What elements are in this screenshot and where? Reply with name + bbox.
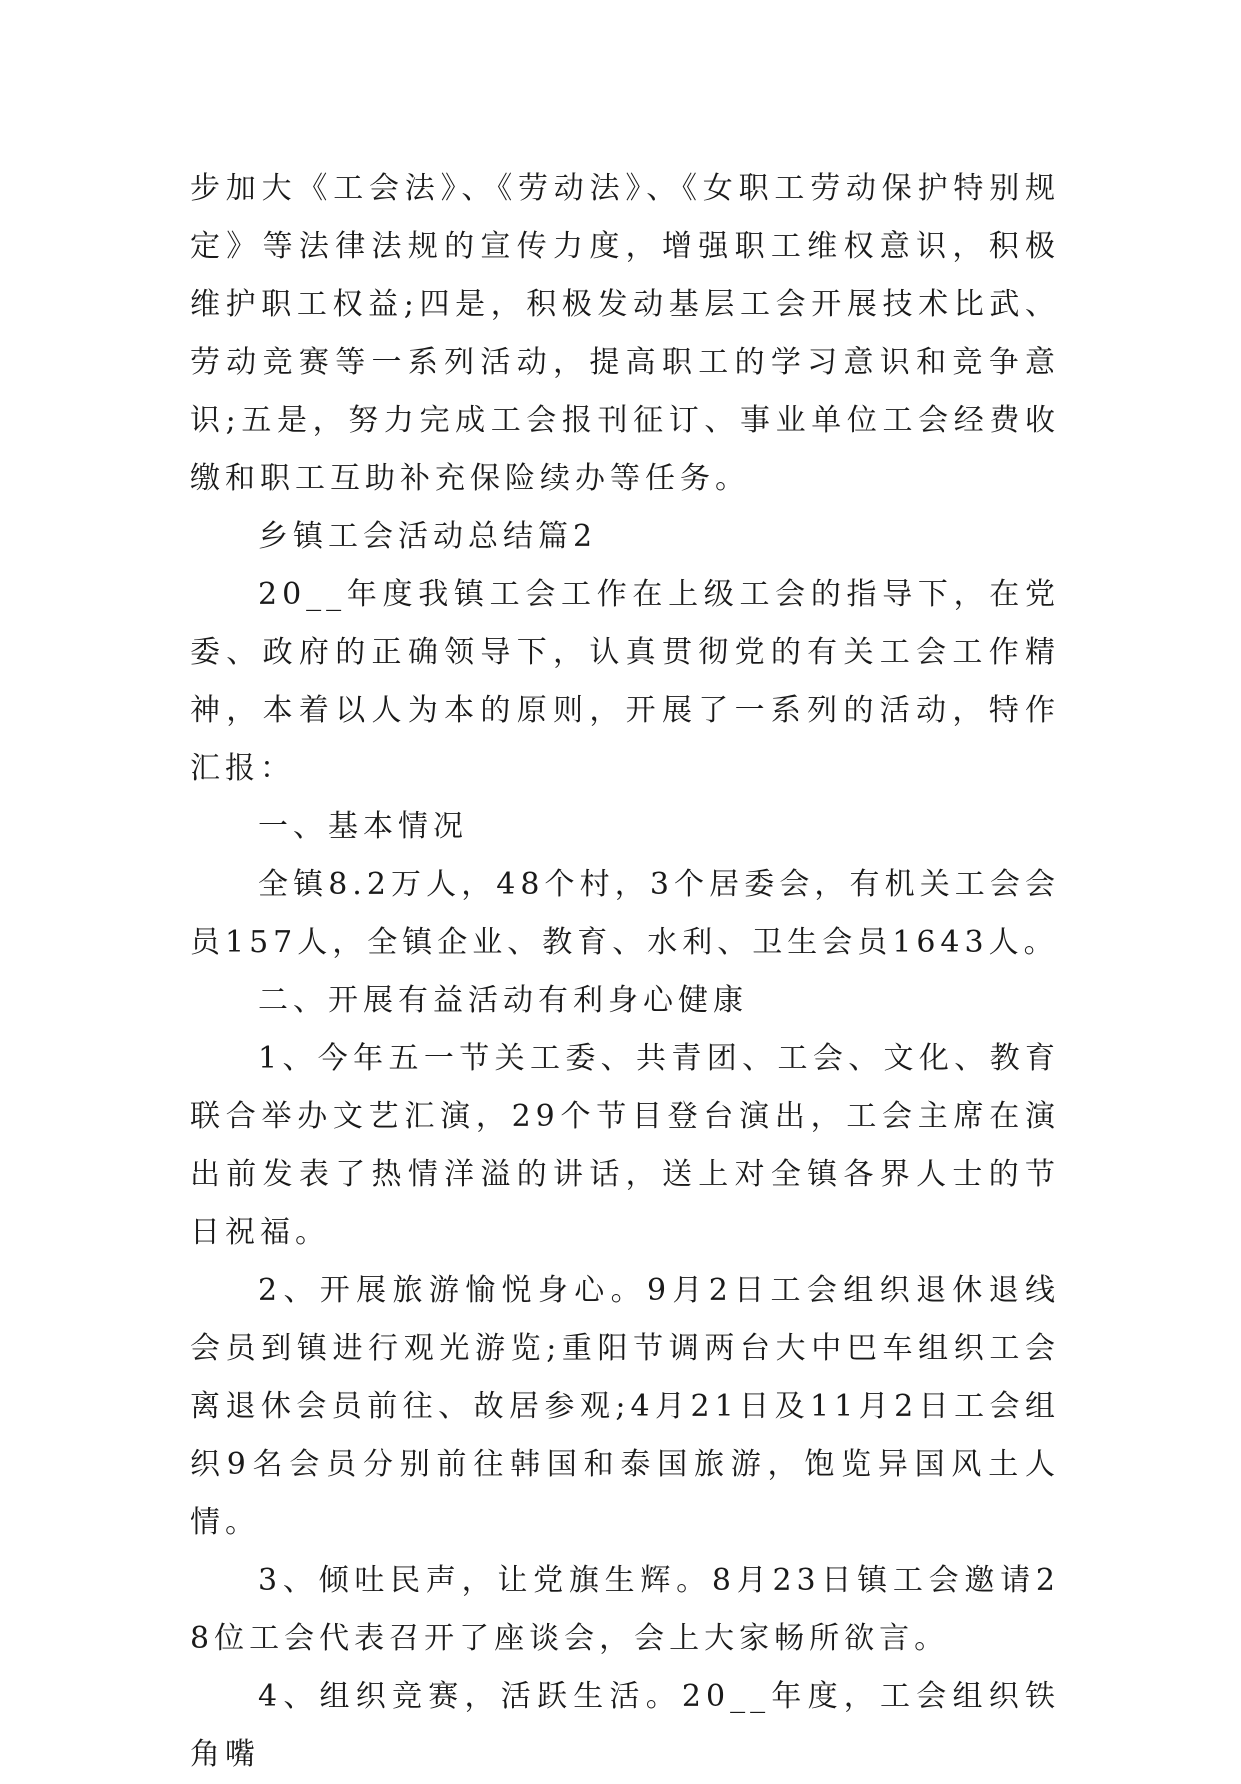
paragraph-basic-situation: 全镇8.2万人，48个村，3个居委会，有机关工会会员157人，全镇企业、教育、水利、卫生会员1643人。 [190, 867, 1060, 960]
document-page [190, 160, 1060, 1784]
paragraph-item-3: 3、倾吐民声，让党旗生辉。8月23日镇工会邀请28位工会代表召开了座谈会，会上大家畅所欲言。 [190, 1563, 1060, 1656]
section-heading-part-2: 乡镇工会活动总结篇2 [258, 519, 598, 554]
heading-basic-situation: 一、基本情况 [258, 809, 468, 844]
paragraph-item-4: 4、组织竞赛，活跃生活。20__年度，工会组织铁角嘴 [190, 1679, 1060, 1772]
paragraph-1: 步加大《工会法》、《劳动法》、《女职工劳动保护特别规定》等法律法规的宣传力度，增强职工维权意识，积极维护职工权益;四是，积极发动基层工会开展技术比武、劳动竞赛等一系列活动，提高职工的学习意识和竞争意识;五是，努力完成工会报刊征订、事业单位工会经费收缴和职工互助补充保险续办等任务。 [190, 171, 1060, 496]
heading-activities: 二、开展有益活动有利身心健康 [258, 983, 748, 1018]
paragraph-intro: 20__年度我镇工会工作在上级工会的指导下，在党委、政府的正确领导下，认真贯彻党的有关工会工作精神，本着以人为本的原则，开展了一系列的活动，特作汇报： [190, 577, 1060, 786]
paragraph-item-2: 2、开展旅游愉悦身心。9月2日工会组织退休退线会员到镇进行观光游览;重阳节调两台大中巴车组织工会离退休会员前往、故居参观;4月21日及11月2日工会组织9名会员分别前往韩国和泰国旅游，饱览异国风土人情。 [190, 1273, 1060, 1540]
paragraph-item-1: 1、今年五一节关工委、共青团、工会、文化、教育联合举办文艺汇演，29个节目登台演出，工会主席在演出前发表了热情洋溢的讲话，送上对全镇各界人士的节日祝福。 [190, 1041, 1060, 1250]
